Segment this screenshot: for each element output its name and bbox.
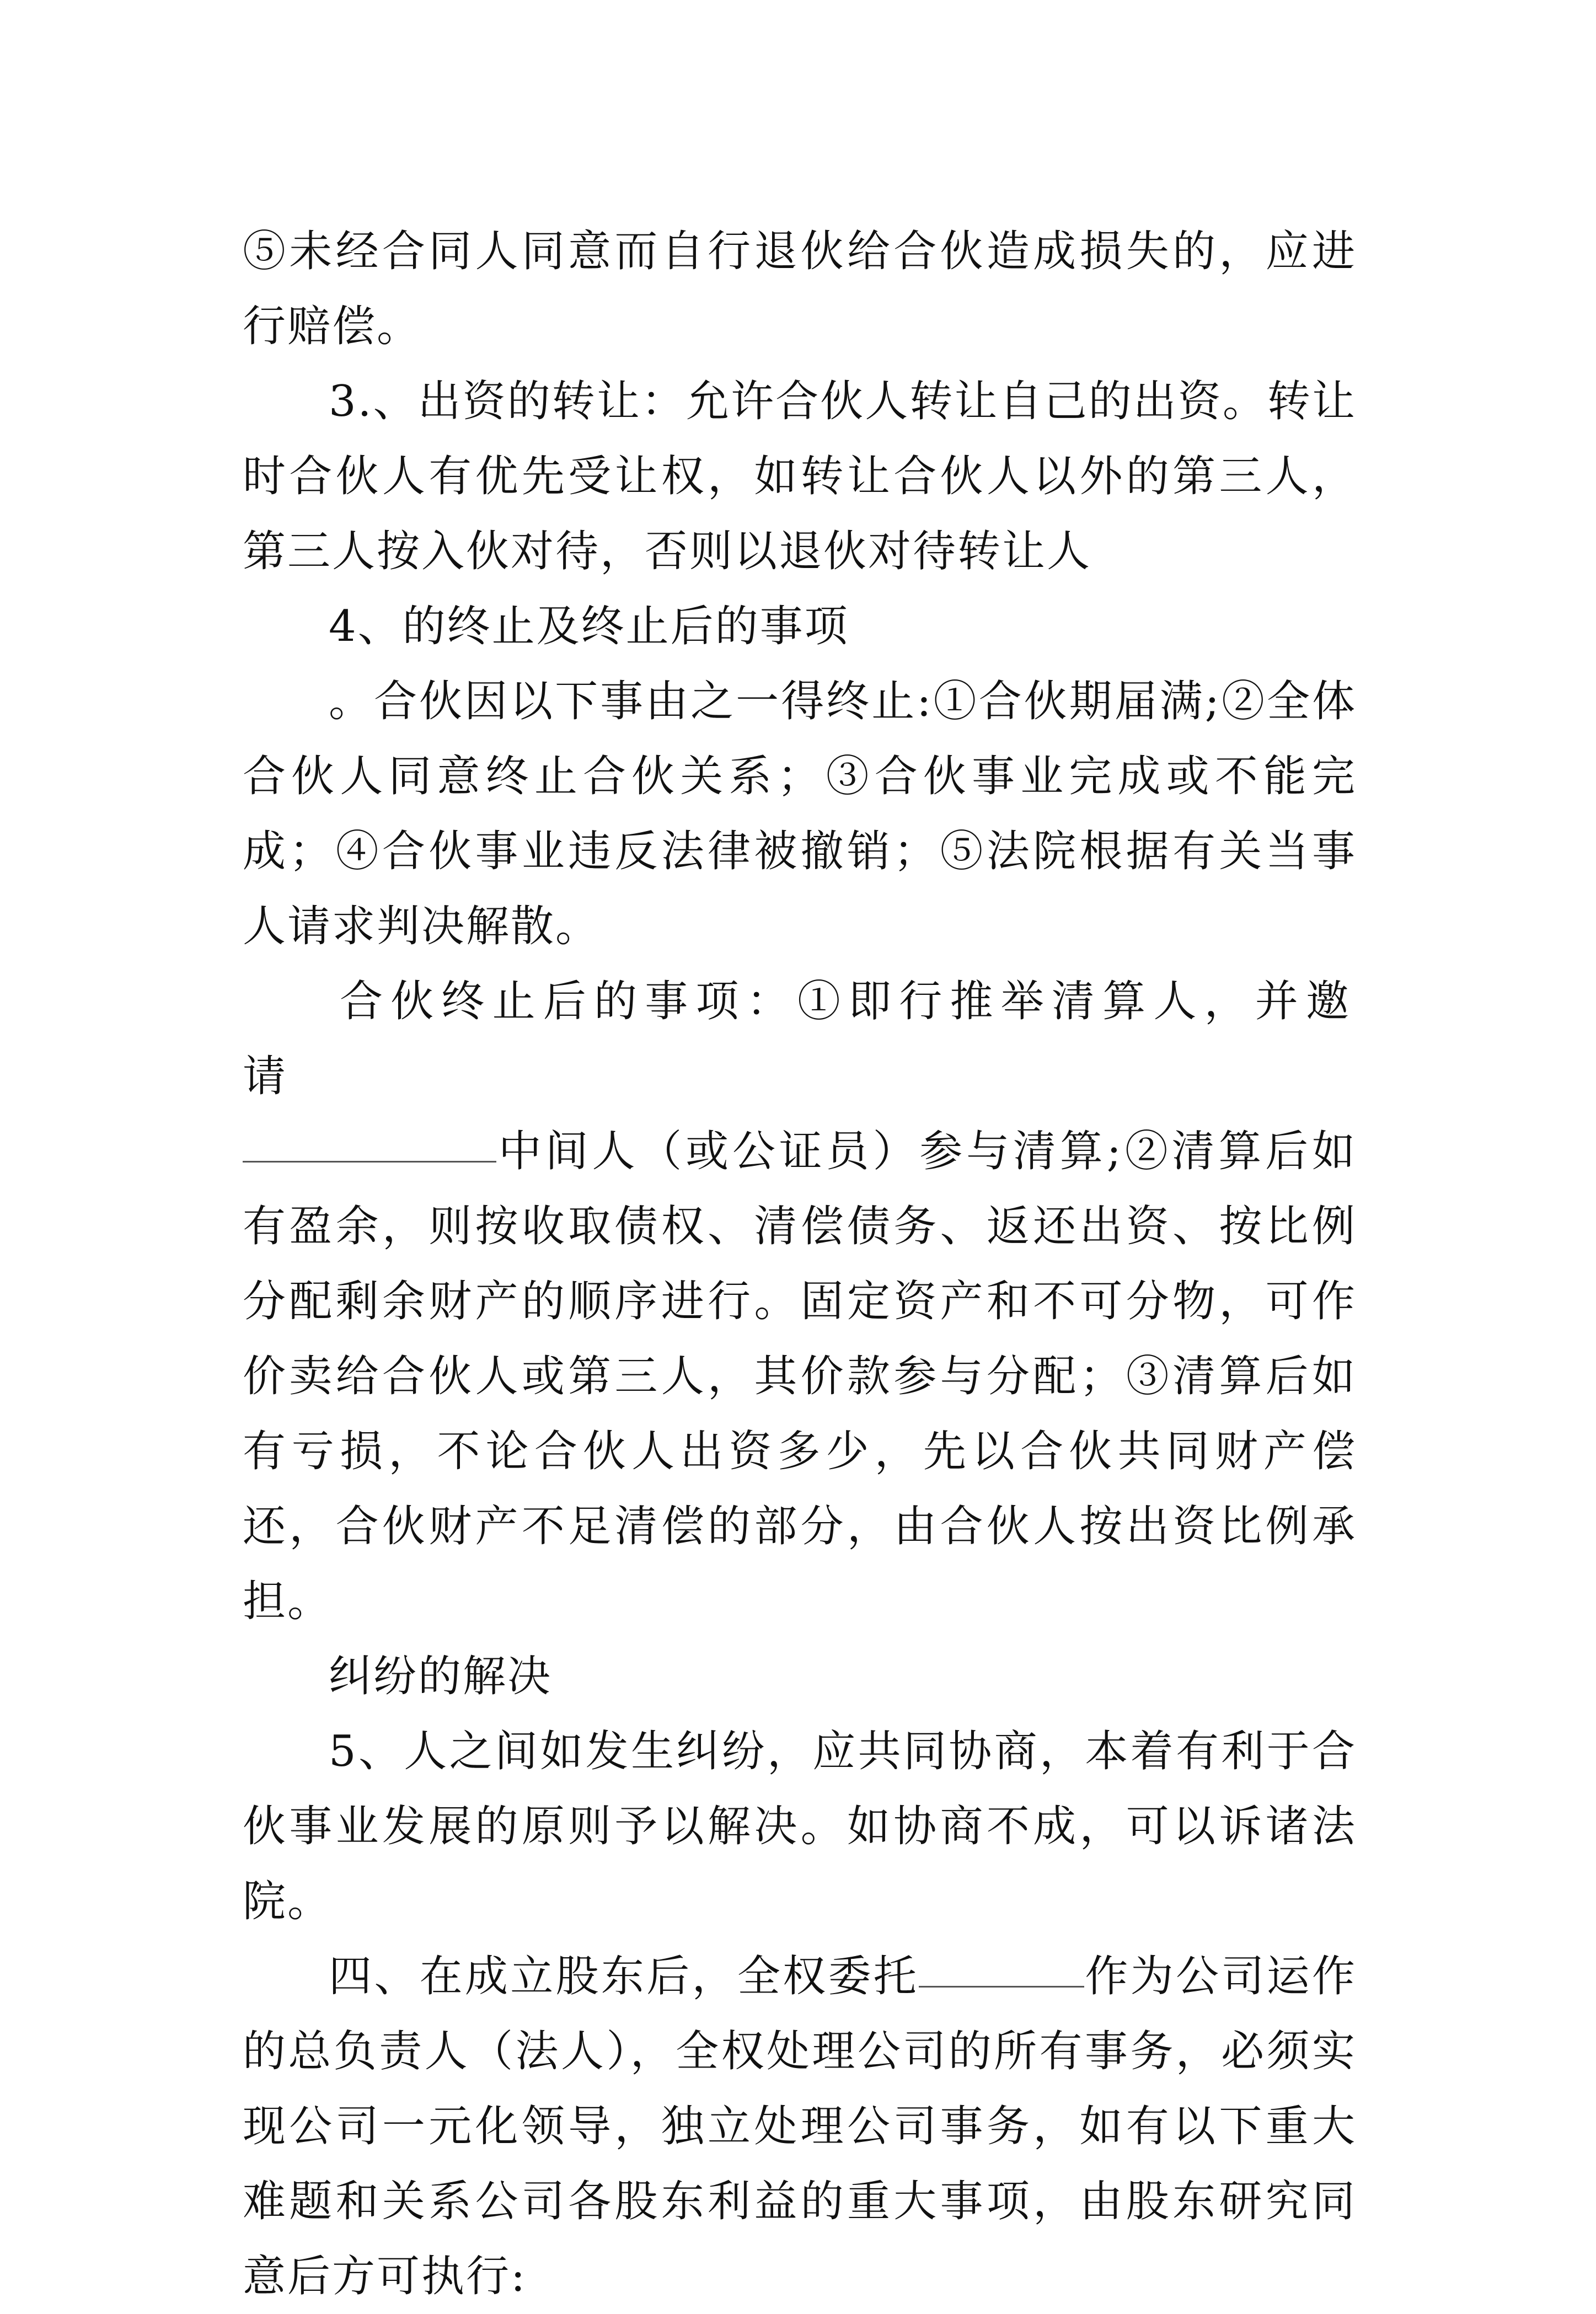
paragraph-termination-heading: 4、的终止及终止后的事项 <box>329 602 849 651</box>
paragraph-dispute-heading: 纠纷的解决 <box>329 1652 553 1701</box>
paragraph-dispute-resolution: 5、人之间如发生纠纷，应共同协商，本着有利于合伙事业发展的原则予以解决。如协商不成，可以诉诸法院。 <box>243 1727 1357 1926</box>
blank-underline-delegate <box>919 1975 1084 1988</box>
post-termination-first-line: 合伙终止后的事项：①即行推举清算人，并邀请 <box>243 977 1357 1101</box>
paragraph-capital-transfer: 3.、出资的转让：允许合伙人转让自己的出资。转让时合伙人有优先受让权，如转让合伙人以外的第三人，第三人按入伙对待，否则以退伙对待转让人 <box>243 377 1357 576</box>
authorization-text-before: 四、在成立股东后，全权委托 <box>329 1952 919 2001</box>
document-body <box>243 214 1357 2314</box>
paragraph-termination-reasons: 。合伙因以下事由之一得终止:①合伙期届满;②全体合伙人同意终止合伙关系；③合伙事业完成或不能完成；④合伙事业违反法律被撤销；⑤法院根据有关当事人请求判决解散。 <box>243 677 1357 951</box>
blank-underline-intermediary <box>243 1150 496 1163</box>
paragraph-authorization <box>243 1939 1357 2314</box>
post-termination-text: 中间人（或公证员）参与清算;②清算后如有盈余，则按收取债权、清偿债务、返还出资、按比例分配剩余财产的顺序进行。固定资产和不可分物，可作价卖给合伙人或第三人，其价款参与分配；③清算后如有亏损，不论合伙人出资多少，先以合伙共同财产偿还，合伙财产不足清偿的部分，由合伙人按出资比例承担。 <box>243 1127 1357 1626</box>
paragraph-post-termination <box>243 964 1357 1639</box>
paragraph-compensation: ⑤未经合同人同意而自行退伙给合伙造成损失的，应进行赔偿。 <box>243 227 1357 351</box>
authorization-text-after: 作为公司运作的总负责人（法人），全权处理公司的所有事务，必须实现公司一元化领导，独立处理公司事务，如有以下重大难题和关系公司各股东利益的重大事项，由股东研究同意后方可执行: <box>243 1952 1357 2301</box>
